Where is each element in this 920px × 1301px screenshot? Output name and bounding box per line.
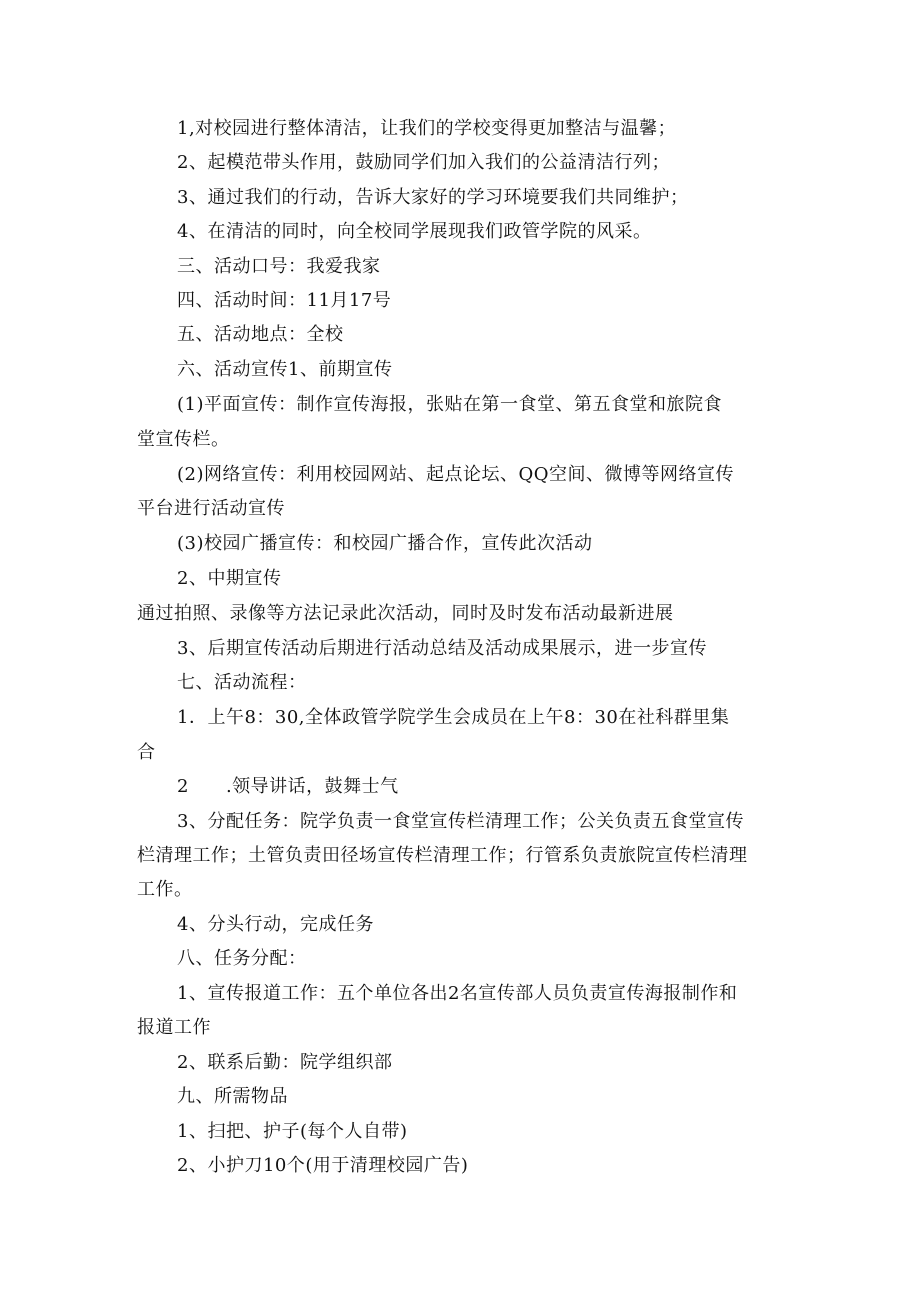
paragraph-line: 平台进行活动宣传 (137, 498, 285, 519)
paragraph-line: 2、起模范带头作用，鼓励同学们加入我们的公益清洁行列； (177, 152, 670, 173)
paragraph-line: 2、联系后勤：院学组织部 (177, 1052, 393, 1073)
paragraph-line: 2 .领导讲话，鼓舞士气 (177, 776, 399, 797)
paragraph-line: 合 (137, 742, 156, 763)
paragraph-line: 报道工作 (137, 1017, 211, 1038)
paragraph-line: (3)校园广播宣传：和校园广播合作，宣传此次活动 (177, 533, 593, 554)
paragraph-line: 4、分头行动，完成任务 (177, 914, 374, 935)
paragraph-line: 3、通过我们的行动，告诉大家好的学习环境要我们共同维护； (177, 187, 689, 208)
paragraph-line: 通过拍照、录像等方法记录此次活动，同时及时发布活动最新进展 (137, 603, 674, 624)
paragraph-line: 2、小护刀10个(用于清理校园广告) (177, 1155, 469, 1176)
section-heading: 五、活动地点：全校 (177, 324, 344, 345)
paragraph-line: 1,对校园进行整体清洁，让我们的学校变得更加整洁与温馨； (177, 118, 677, 139)
paragraph-line: 4、在清洁的同时，向全校同学展现我们政管学院的风采。 (177, 221, 652, 242)
paragraph-line: (2)网络宣传：利用校园网站、起点论坛、QQ空间、微博等网络宣传 (177, 464, 735, 485)
section-heading: 八、任务分配： (177, 948, 307, 969)
section-heading: 六、活动宣传1、前期宣传 (177, 359, 393, 380)
paragraph-line: 工作。 (137, 879, 193, 900)
paragraph-line: (1)平面宣传：制作宣传海报，张贴在第一食堂、第五食堂和旅院食 (177, 394, 722, 415)
section-heading: 三、活动口号：我爱我家 (177, 256, 381, 277)
paragraph-line: 1、宣传报道工作：五个单位各出2名宣传部人员负责宣传海报制作和 (177, 983, 738, 1004)
paragraph-line: 栏清理工作；土管负责田径场宣传栏清理工作；行管系负责旅院宣传栏清理 (137, 845, 748, 866)
section-heading: 七、活动流程： (177, 672, 307, 693)
paragraph-line: 1、扫把、护子(每个人自带) (177, 1121, 408, 1142)
paragraph-line: 1．上午8：30,全体政管学院学生会成员在上午8：30在社科群里集 (177, 707, 730, 728)
section-heading: 四、活动时间：11月17号 (177, 290, 392, 311)
paragraph-line: 堂宣传栏。 (137, 429, 230, 450)
paragraph-line: 3、分配任务：院学负责一食堂宣传栏清理工作；公关负责五食堂宣传 (177, 811, 744, 832)
paragraph-line: 2、中期宣传 (177, 568, 282, 589)
section-heading: 九、所需物品 (177, 1086, 288, 1107)
paragraph-line: 3、后期宣传活动后期进行活动总结及活动成果展示，进一步宣传 (177, 638, 707, 659)
